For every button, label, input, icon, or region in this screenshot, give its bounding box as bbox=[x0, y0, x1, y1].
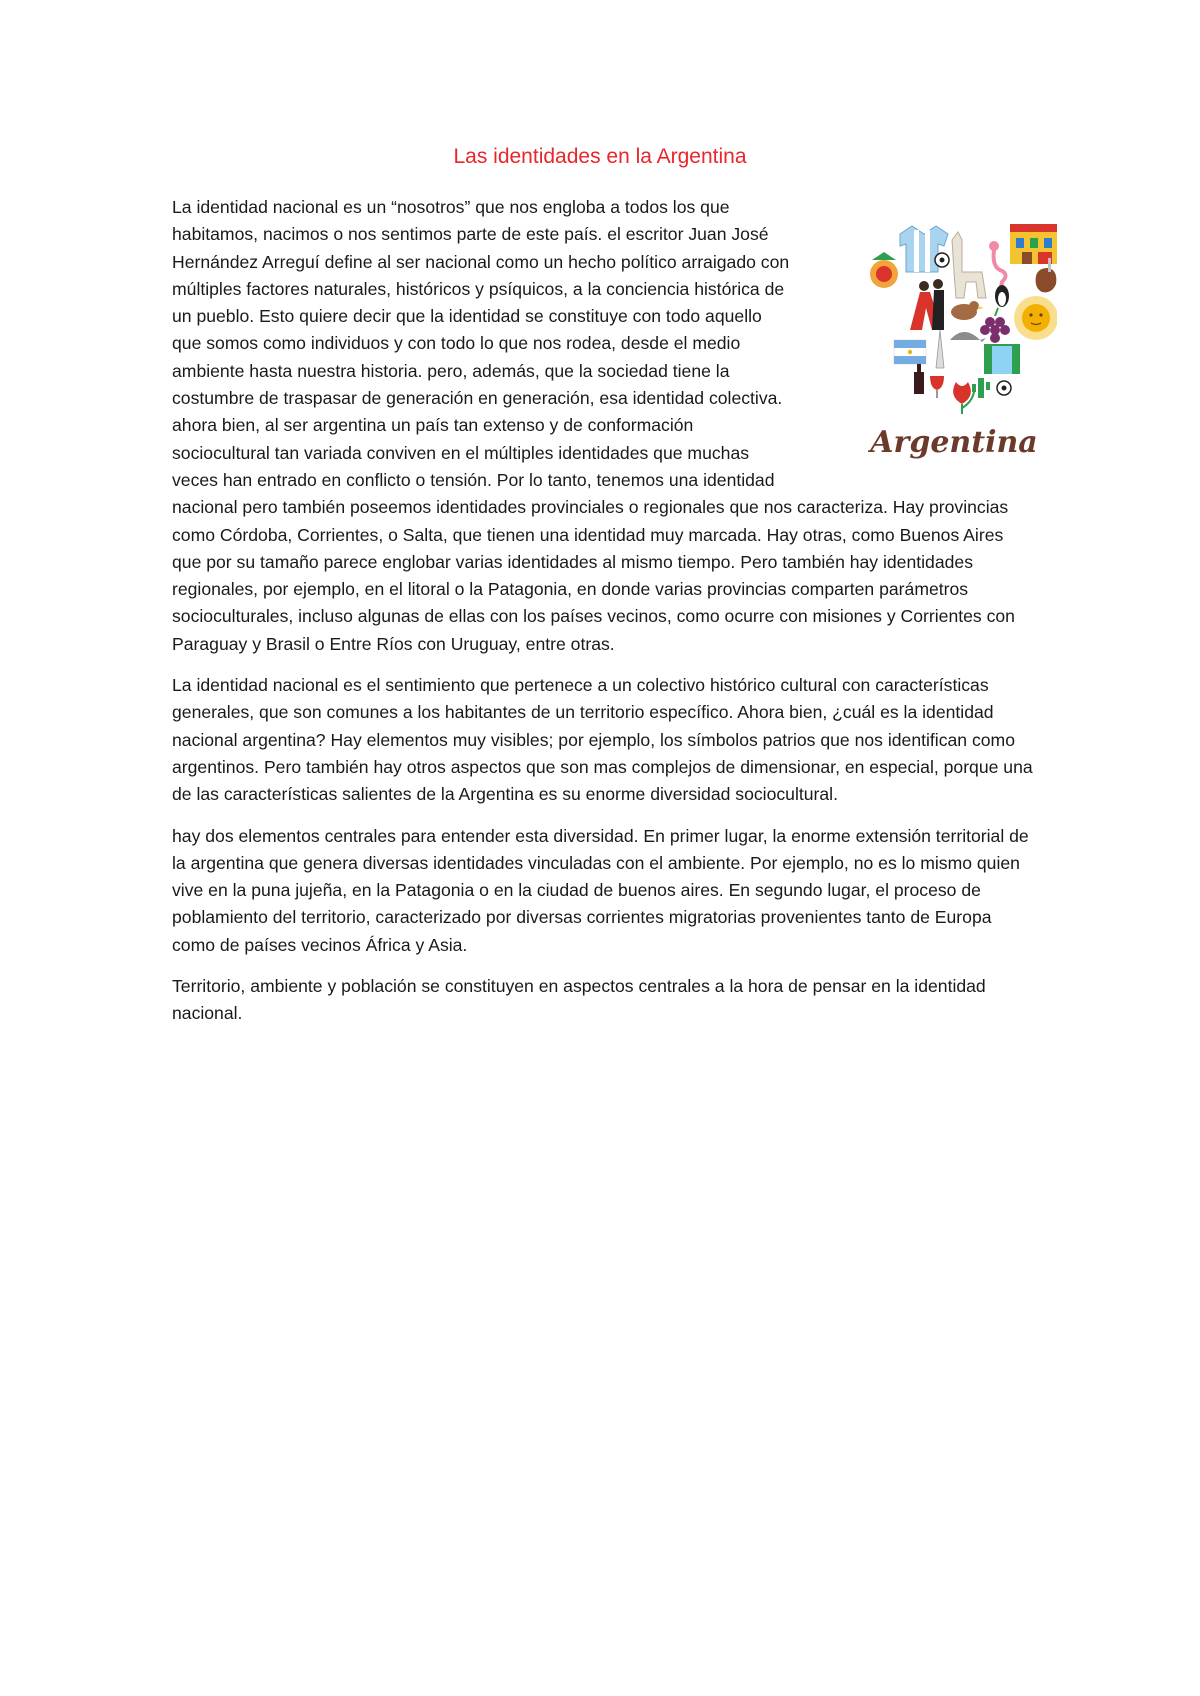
llama-icon bbox=[952, 232, 986, 298]
carnival-mask-icon bbox=[870, 252, 898, 288]
paragraph-1: La identidad nacional es un “nosotros” que nos engloba a todos los que habitamos, nacimos o nos sentimos parte de este país. el escritor Juan José Hernández Arreguí define al ser nacional como un hecho político arraigado con múltiples factores naturales, históricos y psíquicos, a la conciencia histórica de un pueblo. Esto quiere decir que la identidad se constituye con todo aquello que somos como individuos y con todo lo que nos rodea, desde el medio ambiente hasta nuestra historia. pero, además, que la sociedad tiene la costumbre de traspasar de generación en generación, esa identidad colectiva. ahora bien, al ser argentina un país tan extenso y de conformación sociocultural tan variada conviven en el múltiples identidades que muchas veces han entrado en conflicto o tensión. Por lo tanto, tenemos una identidad nacional pero también poseemos identidades provinciales o regionales que nos caracteriza. Hay provincias como Córdoba, Corrientes, o Salta, que tienen una identidad muy marcada. Hay otras, como Buenos Aires que por su tamaño parece englobar varias identidades al mismo tiempo. Pero también hay identidades regionales, por ejemplo, en el litoral o la Patagonia, en donde varias provincias comparten parámetros socioculturales, incluso algunas de ellas con los países vecinos, como ocurre con misiones y Corrientes con Paraguay y Brasil o Entre Ríos con Uruguay, entre otras. bbox=[172, 197, 1015, 654]
wine-glass-icon bbox=[930, 376, 944, 398]
document-title: Las identidades en la Argentina bbox=[453, 145, 747, 168]
ceibo-flower-icon bbox=[953, 382, 974, 414]
paragraph-4: Territorio, ambiente y población se constituyen en aspectos centrales a la hora de pensar en la identidad nacional. bbox=[172, 976, 986, 1024]
obelisk-icon bbox=[936, 330, 944, 368]
football-icon bbox=[935, 253, 949, 267]
wine-bottle-icon bbox=[914, 364, 924, 394]
waterfall-icon bbox=[984, 344, 1020, 374]
heart-collage-image bbox=[852, 212, 1057, 474]
penguin-icon bbox=[995, 285, 1009, 307]
football-icon bbox=[997, 381, 1011, 395]
cactus-icon bbox=[972, 378, 990, 398]
grapes-icon bbox=[980, 308, 1010, 343]
bird-icon bbox=[951, 301, 984, 320]
paragraph-3: hay dos elementos centrales para entender esta diversidad. En primer lugar, la enorme extensión territorial de la argentina que genera diversas identidades vinculadas con el ambiente. Por ejemplo, no es lo mismo quien vive en la puna jujeña, en la Patagonia o en la ciudad de buenos aires. En segundo lugar, el proceso de poblamiento del territorio, caracterizado por diversas corrientes migratorias provenientes tanto de Europa como de países vecinos África y Asia. bbox=[172, 825, 1029, 955]
paragraph-2: La identidad nacional es el sentimiento que pertenece a un colectivo histórico cultural con características generales, que son comunes a los habitantes de un territorio específico. Ahora bien, ¿cuál es la identidad nacional argentina? Hay elementos muy visibles; por ejemplo, los símbolos patrios que nos identifican como argentinos. Pero también hay otros aspectos que son mas complejos de dimensionar, en especial, porque una de las características salientes de la Argentina es su enorme diversidad sociocultural. bbox=[172, 675, 1033, 805]
illustration-caption: Argentina bbox=[870, 425, 1038, 460]
sun-of-may-icon bbox=[1014, 296, 1057, 340]
tango-dancers-icon bbox=[910, 279, 944, 330]
argentina-heart-illustration bbox=[852, 212, 1057, 474]
flag-icon bbox=[894, 340, 926, 364]
document-body bbox=[172, 194, 1037, 1042]
armadillo-icon bbox=[950, 332, 986, 342]
